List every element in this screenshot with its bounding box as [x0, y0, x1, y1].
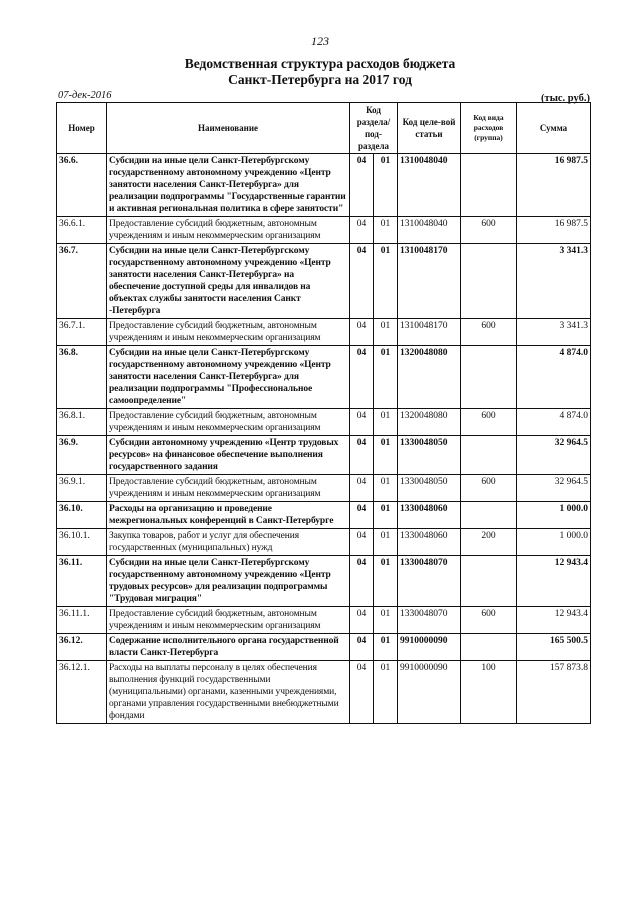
cell-name: Расходы на выплаты персоналу в целях обеспечения выполнения функций государственными (муниципальными) органами, казенными учреждениями, органами управления государственными внебюджетными фондами — [107, 661, 350, 724]
cell-target-code: 1320048080 — [398, 409, 461, 436]
cell-sum: 157 873.8 — [517, 661, 591, 724]
cell-target-code: 1330048060 — [398, 502, 461, 529]
header-name: Наименование — [107, 103, 350, 154]
header-section: Код раздела/ под-раздела — [350, 103, 398, 154]
cell-expense-type: 600 — [461, 607, 517, 634]
header-sum: Сумма — [517, 103, 591, 154]
table-header — [57, 103, 591, 154]
cell-expense-type: 600 — [461, 217, 517, 244]
cell-sum: 165 500.5 — [517, 634, 591, 661]
cell-name: Закупка товаров, работ и услуг для обеспечения государственных (муниципальных) нужд — [107, 529, 350, 556]
cell-expense-type — [461, 436, 517, 475]
cell-section: 04 — [350, 217, 374, 244]
units-label: (тыс. руб.) — [541, 93, 590, 104]
cell-subsection: 01 — [374, 319, 398, 346]
cell-section: 04 — [350, 502, 374, 529]
cell-number: 36.11. — [57, 556, 107, 607]
cell-section: 04 — [350, 607, 374, 634]
cell-number: 36.12.1. — [57, 661, 107, 724]
cell-target-code: 9910000090 — [398, 661, 461, 724]
cell-section: 04 — [350, 529, 374, 556]
cell-expense-type: 100 — [461, 661, 517, 724]
cell-name: Субсидии на иные цели Санкт-Петербургскому государственному автономному учреждению «Центр занятости населения Санкт-Петербурга» для реализации подпрограммы "Государственные гарантии и активная региональная политика в сфере занятости" — [107, 154, 350, 217]
cell-subsection: 01 — [374, 409, 398, 436]
cell-expense-type — [461, 556, 517, 607]
cell-name: Субсидии на иные цели Санкт-Петербургскому государственному автономному учреждению «Центр трудовых ресурсов» для реализации подпрограммы "Трудовая миграция" — [107, 556, 350, 607]
table-row — [57, 244, 591, 319]
table-row — [57, 502, 591, 529]
cell-section: 04 — [350, 154, 374, 217]
cell-name: Субсидии на иные цели Санкт-Петербургскому государственному автономному учреждению «Центр занятости населения Санкт-Петербурга» на обеспечение доступной среды для инвалидов на объектах службы занятости населения Санкт -Петербурга — [107, 244, 350, 319]
cell-section: 04 — [350, 661, 374, 724]
cell-number: 36.7.1. — [57, 319, 107, 346]
table-row — [57, 217, 591, 244]
cell-section: 04 — [350, 244, 374, 319]
cell-subsection: 01 — [374, 475, 398, 502]
cell-subsection: 01 — [374, 556, 398, 607]
cell-name: Содержание исполнительного органа государственной власти Санкт-Петербурга — [107, 634, 350, 661]
cell-number: 36.6.1. — [57, 217, 107, 244]
cell-target-code: 9910000090 — [398, 634, 461, 661]
cell-target-code: 1310048170 — [398, 319, 461, 346]
cell-target-code: 1330048060 — [398, 529, 461, 556]
cell-expense-type: 600 — [461, 409, 517, 436]
cell-subsection: 01 — [374, 346, 398, 409]
cell-section: 04 — [350, 634, 374, 661]
cell-number: 36.9.1. — [57, 475, 107, 502]
table-row — [57, 436, 591, 475]
cell-name: Предоставление субсидий бюджетным, автономным учреждениям и иным некоммерческим организациям — [107, 409, 350, 436]
cell-target-code: 1320048080 — [398, 346, 461, 409]
cell-number: 36.11.1. — [57, 607, 107, 634]
cell-target-code: 1330048070 — [398, 556, 461, 607]
table-row — [57, 475, 591, 502]
cell-subsection: 01 — [374, 154, 398, 217]
cell-target-code: 1310048170 — [398, 244, 461, 319]
page-number: 123 — [311, 34, 329, 48]
cell-number: 36.10. — [57, 502, 107, 529]
cell-name: Предоставление субсидий бюджетным, автономным учреждениям и иным некоммерческим организациям — [107, 607, 350, 634]
table-row — [57, 409, 591, 436]
cell-expense-type: 600 — [461, 319, 517, 346]
cell-expense-type — [461, 502, 517, 529]
table-row — [57, 529, 591, 556]
cell-target-code: 1310048040 — [398, 154, 461, 217]
cell-subsection: 01 — [374, 529, 398, 556]
cell-expense-type — [461, 154, 517, 217]
cell-number: 36.10.1. — [57, 529, 107, 556]
cell-number: 36.8. — [57, 346, 107, 409]
header-expense-type: Код вида расходов (группа) — [461, 103, 517, 154]
cell-name: Предоставление субсидий бюджетным, автономным учреждениям и иным некоммерческим организациям — [107, 217, 350, 244]
cell-expense-type — [461, 244, 517, 319]
cell-number: 36.12. — [57, 634, 107, 661]
cell-section: 04 — [350, 556, 374, 607]
cell-number: 36.9. — [57, 436, 107, 475]
cell-name: Предоставление субсидий бюджетным, автономным учреждениям и иным некоммерческим организациям — [107, 319, 350, 346]
cell-sum: 12 943.4 — [517, 556, 591, 607]
cell-subsection: 01 — [374, 607, 398, 634]
cell-section: 04 — [350, 475, 374, 502]
cell-target-code: 1330048050 — [398, 436, 461, 475]
cell-target-code: 1310048040 — [398, 217, 461, 244]
cell-target-code: 1330048050 — [398, 475, 461, 502]
cell-section: 04 — [350, 409, 374, 436]
table-row — [57, 556, 591, 607]
cell-name: Предоставление субсидий бюджетным, автономным учреждениям и иным некоммерческим организациям — [107, 475, 350, 502]
header-number: Номер — [57, 103, 107, 154]
cell-subsection: 01 — [374, 661, 398, 724]
cell-expense-type: 200 — [461, 529, 517, 556]
table-row — [57, 634, 591, 661]
cell-subsection: 01 — [374, 436, 398, 475]
cell-expense-type: 600 — [461, 475, 517, 502]
cell-section: 04 — [350, 346, 374, 409]
cell-number: 36.8.1. — [57, 409, 107, 436]
cell-sum: 3 341.3 — [517, 244, 591, 319]
table-row — [57, 661, 591, 724]
cell-subsection: 01 — [374, 244, 398, 319]
table-row — [57, 154, 591, 217]
table-row — [57, 346, 591, 409]
cell-sum: 4 874.0 — [517, 409, 591, 436]
cell-sum: 16 987.5 — [517, 154, 591, 217]
cell-sum: 32 964.5 — [517, 436, 591, 475]
cell-subsection: 01 — [374, 502, 398, 529]
cell-sum: 12 943.4 — [517, 607, 591, 634]
cell-section: 04 — [350, 436, 374, 475]
cell-name: Субсидии на иные цели Санкт-Петербургскому государственному автономному учреждению «Центр занятости населения Санкт-Петербурга» для реализации подпрограммы "Профессиональное самоопределение" — [107, 346, 350, 409]
document-date: 07-дек-2016 — [58, 90, 112, 101]
cell-target-code: 1330048070 — [398, 607, 461, 634]
table-row — [57, 319, 591, 346]
title-line-1: Ведомственная структура расходов бюджета — [184, 56, 456, 71]
cell-expense-type — [461, 634, 517, 661]
cell-sum: 4 874.0 — [517, 346, 591, 409]
title-line-2: Санкт-Петербурга на 2017 год — [228, 72, 412, 87]
cell-number: 36.6. — [57, 154, 107, 217]
cell-sum: 1 000.0 — [517, 529, 591, 556]
cell-sum: 3 341.3 — [517, 319, 591, 346]
document-title — [0, 56, 640, 88]
cell-sum: 32 964.5 — [517, 475, 591, 502]
cell-sum: 1 000.0 — [517, 502, 591, 529]
cell-number: 36.7. — [57, 244, 107, 319]
cell-expense-type — [461, 346, 517, 409]
cell-subsection: 01 — [374, 217, 398, 244]
header-target: Код целе-вой статьи — [398, 103, 461, 154]
table-row — [57, 607, 591, 634]
cell-sum: 16 987.5 — [517, 217, 591, 244]
cell-name: Субсидии автономному учреждению «Центр трудовых ресурсов» на финансовое обеспечение выполнения государственного задания — [107, 436, 350, 475]
cell-name: Расходы на организацию и проведение межрегиональных конференций в Санкт-Петербурге — [107, 502, 350, 529]
cell-subsection: 01 — [374, 634, 398, 661]
cell-section: 04 — [350, 319, 374, 346]
budget-table — [56, 102, 591, 724]
